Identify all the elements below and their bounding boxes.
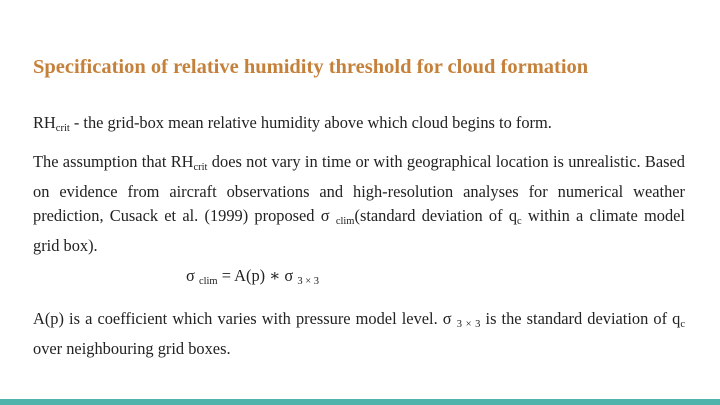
assumption-text-3: (standard deviation of q [354, 206, 518, 225]
equation [186, 266, 319, 287]
coefficient-sub-3x3: 3 × 3 [456, 319, 481, 330]
bottom-accent-bar [0, 399, 720, 405]
equation-text-1: σ [186, 266, 199, 285]
rh-symbol: RH [33, 113, 56, 132]
coefficient-text-3: over neighbouring grid boxes. [33, 339, 231, 358]
equation-sub-clim: clim [198, 276, 218, 287]
assumption-paragraph [33, 150, 685, 258]
assumption-sub-c: c [517, 216, 522, 227]
slide-title: Specification of relative humidity threshold for cloud formation [33, 56, 589, 78]
coefficient-sub-c: c [680, 319, 686, 330]
equation-sub-3x3: 3 × 3 [297, 276, 320, 287]
definition-paragraph [33, 111, 685, 141]
equation-text-2: = A(p) ∗ σ [217, 266, 298, 285]
assumption-text-1: The assumption that RH [33, 152, 194, 171]
assumption-text-4: within a climate model grid box). [33, 206, 685, 255]
coefficient-paragraph [33, 307, 685, 361]
assumption-sub-clim: clim [335, 216, 355, 227]
assumption-text-2: does not vary in time or with geographical location is unrealistic. Based on evidence from aircraft observations and high-resolution analyses for numerical weather prediction, Cusack et al. (1999) proposed σ [33, 152, 685, 225]
rh-subscript: crit [55, 123, 70, 134]
coefficient-text-2: is the standard deviation of q [480, 309, 681, 328]
coefficient-text-1: A(p) is a coefficient which varies with pressure model level. σ [33, 309, 457, 328]
assumption-sub-crit: crit [193, 162, 208, 173]
definition-text: - the grid-box mean relative humidity above which cloud begins to form. [69, 113, 552, 132]
